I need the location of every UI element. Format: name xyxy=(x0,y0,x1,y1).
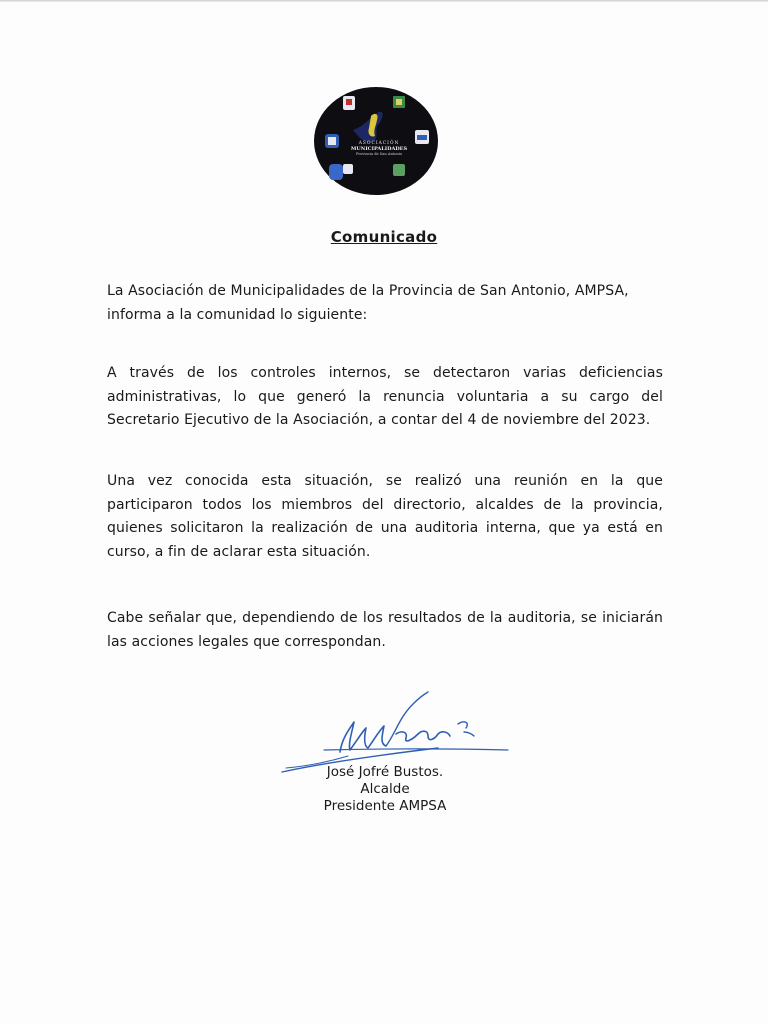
paragraph-legal-actions: Cabe señalar que, dependiendo de los resultados de la auditoria, se iniciarán las acciones legales que correspondan. xyxy=(107,610,663,650)
signatory-block xyxy=(300,764,470,815)
logo-text-line3: Provincia de San Antonio xyxy=(355,152,403,156)
signatory-title: Presidente AMPSA xyxy=(323,798,447,814)
paragraph-intro: La Asociación de Municipalidades de la Provincia de San Antonio, AMPSA, informa a la comunidad lo siguiente: xyxy=(107,283,629,323)
signatory-role: Alcalde xyxy=(360,781,410,797)
paragraph-deficiencies: A través de los controles internos, se detectaron varias deficiencias administrativas, lo que generó la renuncia voluntaria a su cargo del Secretario Ejecutivo de la Asociación, a contar del 4 de noviembre del 2023. xyxy=(107,365,663,428)
signatory-name: José Jofré Bustos. xyxy=(326,764,444,780)
page-top-edge xyxy=(0,0,768,2)
paragraph-meeting: Una vez conocida esta situación, se realizó una reunión en la que participaron todos los miembros del directorio, alcaldes de la provincia, quienes solicitaron la realización de una auditoria interna, que ya está en curso, a fin de aclarar esta situación. xyxy=(107,473,663,560)
ampsa-logo xyxy=(313,86,439,196)
ampsa-logo-graphic xyxy=(313,86,439,196)
logo-text-line1: ASOCIACIÓN xyxy=(358,141,400,146)
logo-text-line2: MUNICIPALIDADES xyxy=(350,146,408,152)
document-title: Comunicado xyxy=(330,228,438,246)
